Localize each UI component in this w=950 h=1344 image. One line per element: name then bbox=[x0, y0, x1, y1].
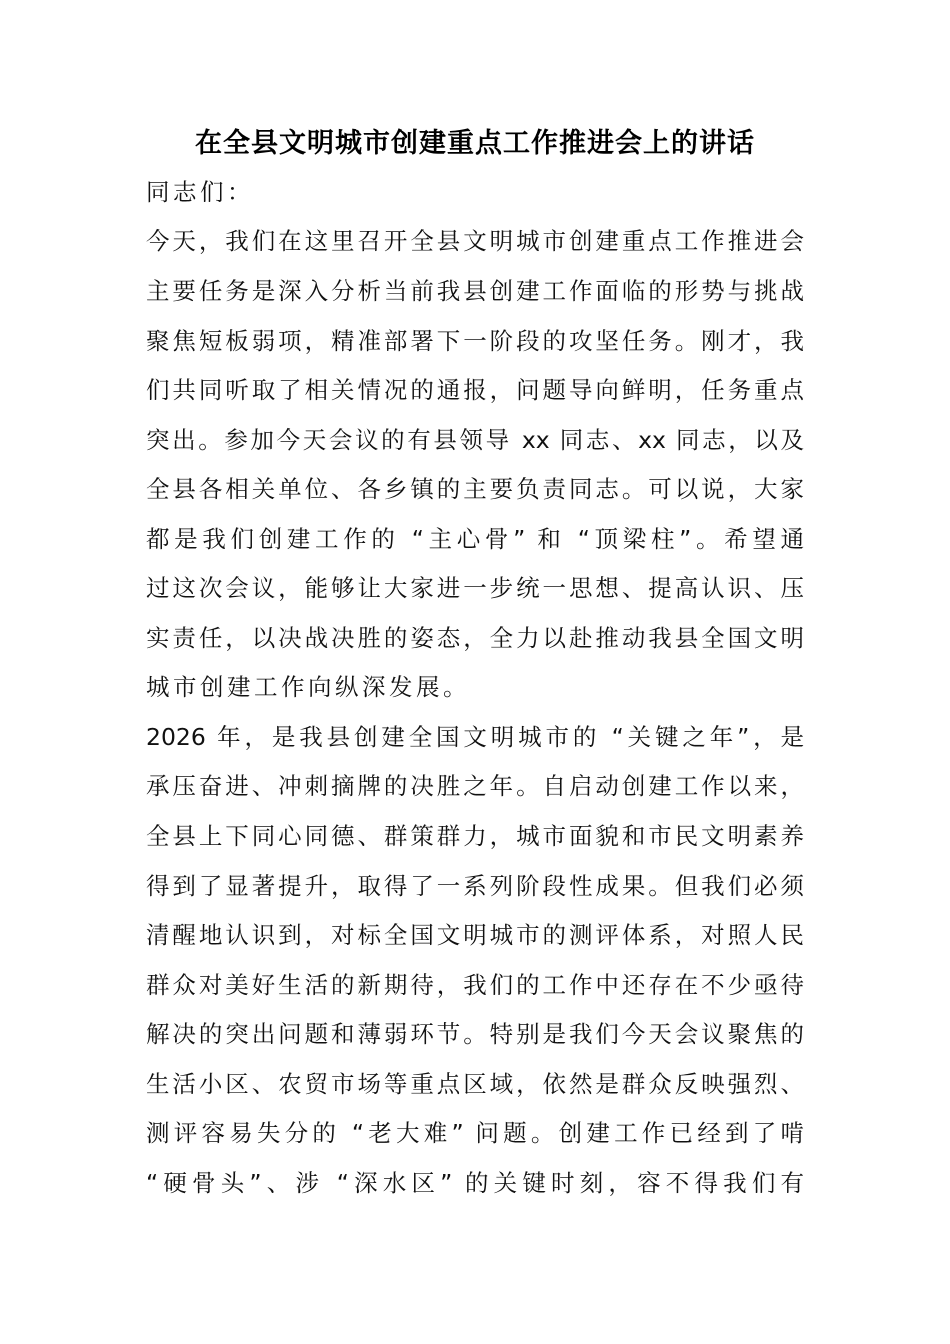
paragraph-2-line: 解决的突出问题和薄弱环节。特别是我们今天会议聚焦的 bbox=[146, 1020, 804, 1048]
paragraph-1-line: 都是我们创建工作的 “主心骨” 和 “顶梁柱”。希望通 bbox=[146, 525, 804, 553]
paragraph-1-line: 今天，我们在这里召开全县文明城市创建重点工作推进会 bbox=[146, 227, 804, 255]
paragraph-2-line: 全县上下同心同德、群策群力，城市面貌和市民文明素养 bbox=[146, 822, 804, 850]
document-title: 在全县文明城市创建重点工作推进会上的讲话 bbox=[195, 128, 755, 159]
paragraph-1-line: 城市创建工作向纵深发展。 bbox=[146, 673, 470, 701]
paragraph-2-line: 承压奋进、冲刺摘牌的决胜之年。自启动创建工作以来， bbox=[146, 772, 804, 800]
paragraph-2-line: 群众对美好生活的新期待，我们的工作中还存在不少亟待 bbox=[146, 971, 804, 999]
paragraph-2-line: 清醒地认识到，对标全国文明城市的测评体系，对照人民 bbox=[146, 921, 804, 949]
paragraph-1-line: 突出。参加今天会议的有县领导 xx 同志、xx 同志，以及 bbox=[146, 426, 804, 454]
paragraph-2-line: 测评容易失分的 “老大难” 问题。创建工作已经到了啃 bbox=[146, 1119, 804, 1147]
paragraph-1-line: 主要任务是深入分析当前我县创建工作面临的形势与挑战 bbox=[146, 277, 804, 305]
salutation: 同志们： bbox=[146, 178, 254, 206]
paragraph-1-line: 们共同听取了相关情况的通报，问题导向鲜明，任务重点 bbox=[146, 376, 804, 404]
paragraph-1-line: 过这次会议，能够让大家进一步统一思想、提高认识、压 bbox=[146, 574, 804, 602]
paragraph-2-line: “硬骨头”、涉 “深水区” 的关键时刻，容不得我们有 bbox=[146, 1169, 804, 1197]
paragraph-1-line: 聚焦短板弱项，精准部署下一阶段的攻坚任务。刚才，我 bbox=[146, 327, 804, 355]
paragraph-2-line: 2026 年，是我县创建全国文明城市的 “关键之年”，是 bbox=[146, 723, 804, 751]
paragraph-2-line: 得到了显著提升，取得了一系列阶段性成果。但我们必须 bbox=[146, 872, 804, 900]
paragraph-2-line: 生活小区、农贸市场等重点区域，依然是群众反映强烈、 bbox=[146, 1070, 804, 1098]
paragraph-1-line: 全县各相关单位、各乡镇的主要负责同志。可以说，大家 bbox=[146, 475, 804, 503]
paragraph-1-line: 实责任，以决战决胜的姿态，全力以赴推动我县全国文明 bbox=[146, 624, 804, 652]
